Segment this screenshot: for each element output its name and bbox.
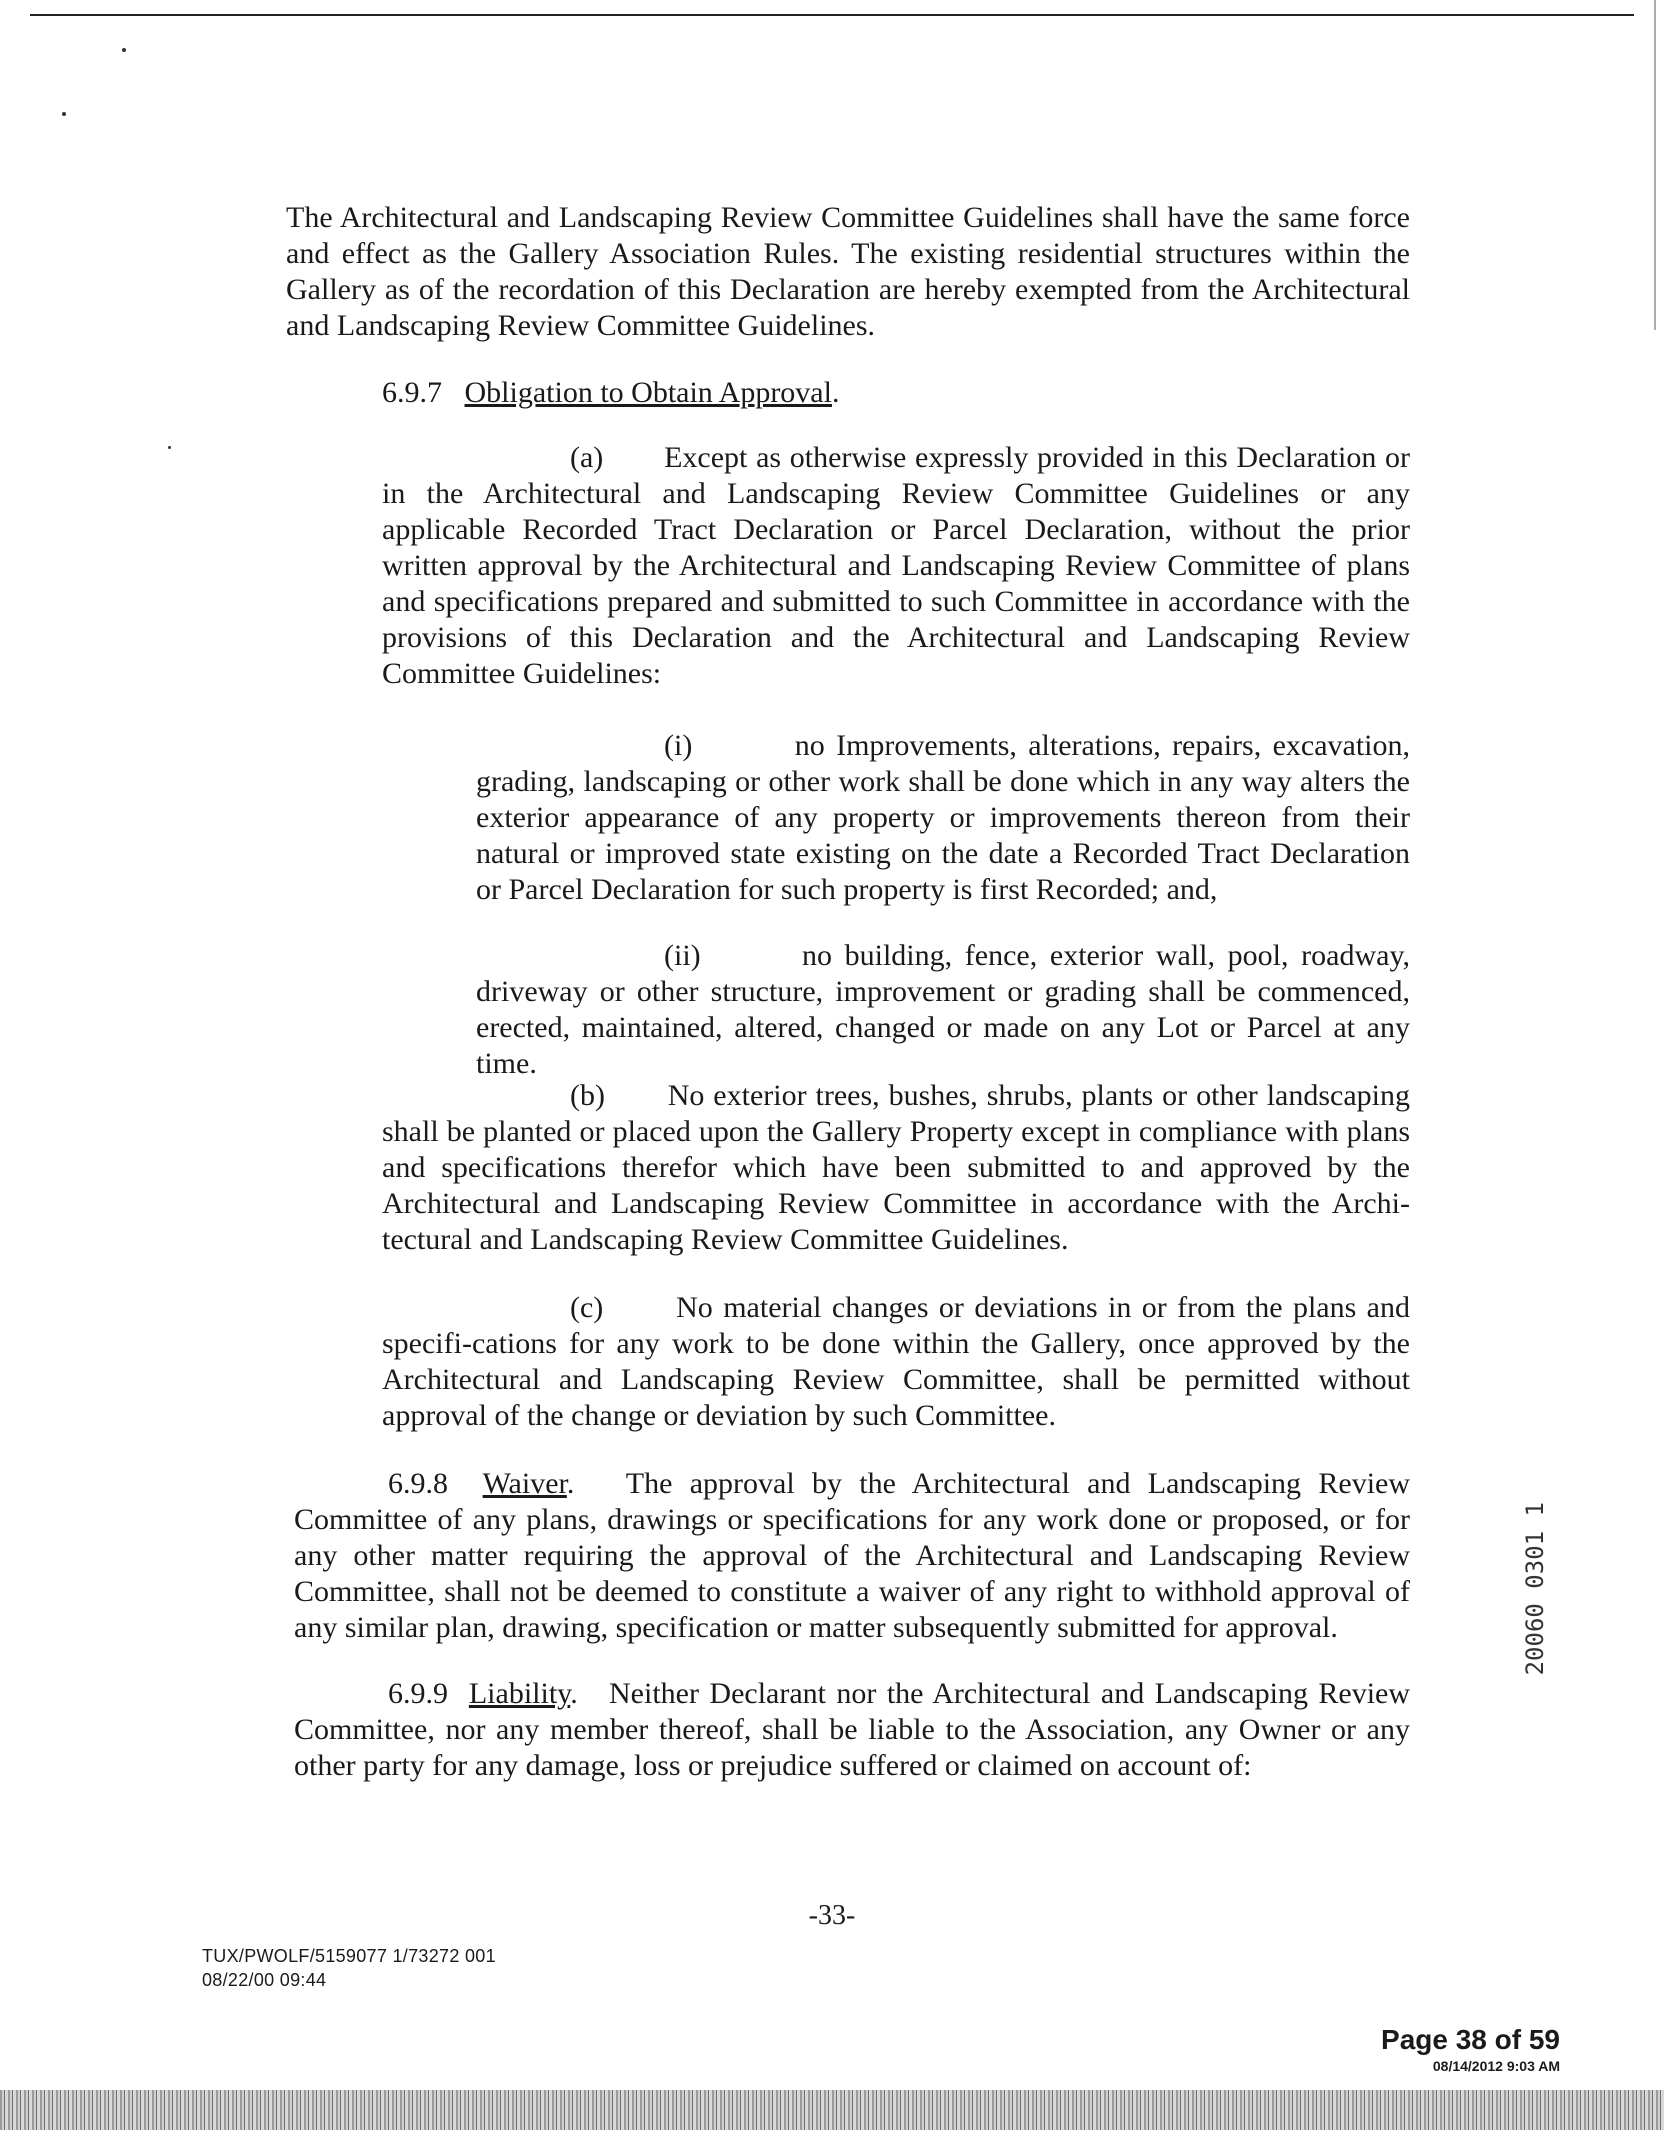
- section-title-suffix: .: [566, 1467, 575, 1500]
- margin-recording-number: 20060 0301 1: [1521, 1502, 1549, 1676]
- scan-edge-line: [1654, 0, 1656, 330]
- scan-speck: [62, 112, 66, 116]
- clause-label: (ii): [664, 939, 701, 972]
- section-number: 6.9.9: [388, 1677, 448, 1710]
- section-text: The approval by the Architectural and Landscaping Review Committee of any plans, drawings or specifications for any work done or proposed, or for any other matter requiring the approval of the Architectural and Landscaping Review Committee, shall not be deemed to constitute a waiver of any right to withhold approval of any similar plan, drawing, specification or matter subsequently submitted for approval.: [294, 1467, 1411, 1644]
- section-text: Neither Declarant nor the Architectural and Landscaping Review Committee, nor any member thereof, shall be liable to the Association, any Owner or any other party for any damage, loss or prejudice suffered or claimed on account of:: [294, 1677, 1411, 1782]
- section-6-9-8: [294, 1466, 1410, 1646]
- scan-noise-band: [0, 2090, 1664, 2130]
- clause-text: no Improvements, alterations, repairs, excavation, grading, landscaping or other work shall be done which in any way alters the exterior appearance of any property or improvements thereon from their natural or improved state existing on the date a Recorded Tract Declaration or Parcel Declaration for such property is first Recorded; and,: [476, 729, 1410, 906]
- section-title: Obligation to Obtain Approval: [464, 376, 832, 409]
- document-id: TUX/PWOLF/5159077 1/73272 001: [202, 1946, 496, 1966]
- section-title: Waiver: [482, 1467, 567, 1500]
- clause-c: [382, 1290, 1410, 1434]
- scan-speck: [168, 446, 171, 449]
- section-title-suffix: .: [831, 376, 840, 409]
- clause-text: no building, fence, exterior wall, pool, roadway, driveway or other structure, improvement or grading shall be commenced, erected, maintained, altered, changed or made on any Lot or Parcel at any time.: [476, 939, 1410, 1080]
- top-border-rule: [30, 14, 1634, 16]
- clause-label: (i): [664, 729, 693, 762]
- section-number: 6.9.8: [388, 1467, 448, 1500]
- section-title-suffix: .: [570, 1677, 578, 1710]
- clause-a-i: [476, 728, 1410, 908]
- clause-b: [382, 1078, 1410, 1258]
- scan-speck: [122, 48, 126, 52]
- section-title: Liability: [468, 1677, 571, 1710]
- section-number: 6.9.7: [382, 376, 442, 409]
- clause-text: No material changes or deviations in or from the plans and specifi-cations for any work to be done within the Gallery, once approved by the Architectural and Landscaping Review Committee, shall be permitted without approval of the change or deviation by such Committee.: [382, 1291, 1410, 1432]
- clause-label: (b): [570, 1079, 605, 1112]
- recorder-date-stamp: 08/14/2012 9:03 AM: [1432, 2058, 1560, 2074]
- clause-label: (c): [570, 1291, 604, 1324]
- clause-text: Except as otherwise expressly provided in this Declaration or in the Architectural and Landscaping Review Committee Guidelines or any applicable Recorded Tract Declaration or Parcel Declaration, without the prior written approval by the Architectural and Landscaping Review Committee of plans and specifications prepared and submitted to such Committee in accordance with the provisions of this Declaration and the Architectural and Landscaping Review Committee Guidelines:: [382, 441, 1411, 690]
- document-date: 08/22/00 09:44: [202, 1970, 327, 1990]
- clause-label: (a): [570, 441, 604, 474]
- clause-text: No exterior trees, bushes, shrubs, plants or other landscaping shall be planted or placed upon the Gallery Property except in compliance with plans and specifications therefor which have been submitted to and approved by the Architectural and Landscaping Review Committee in accordance with the Archi-tectural and Landscaping Review Committee Guidelines.: [382, 1079, 1411, 1256]
- clause-a-ii: [476, 938, 1410, 1082]
- section-6-9-9: [294, 1676, 1410, 1784]
- section-6-9-7-heading: [382, 375, 839, 411]
- document-footer: [202, 1944, 496, 1992]
- page-number: -33-: [808, 1900, 856, 1931]
- intro-paragraph: The Architectural and Landscaping Review Committee Guidelines shall have the same force and effect as the Gallery Association Rules. The existing residential structures within the Gallery as of the recordation of this Declaration are hereby exempted from the Architectural and Landscaping Review Committee Guidelines.: [286, 201, 1410, 342]
- clause-a: [382, 440, 1410, 692]
- recorder-page-stamp: Page 38 of 59: [1381, 2024, 1560, 2055]
